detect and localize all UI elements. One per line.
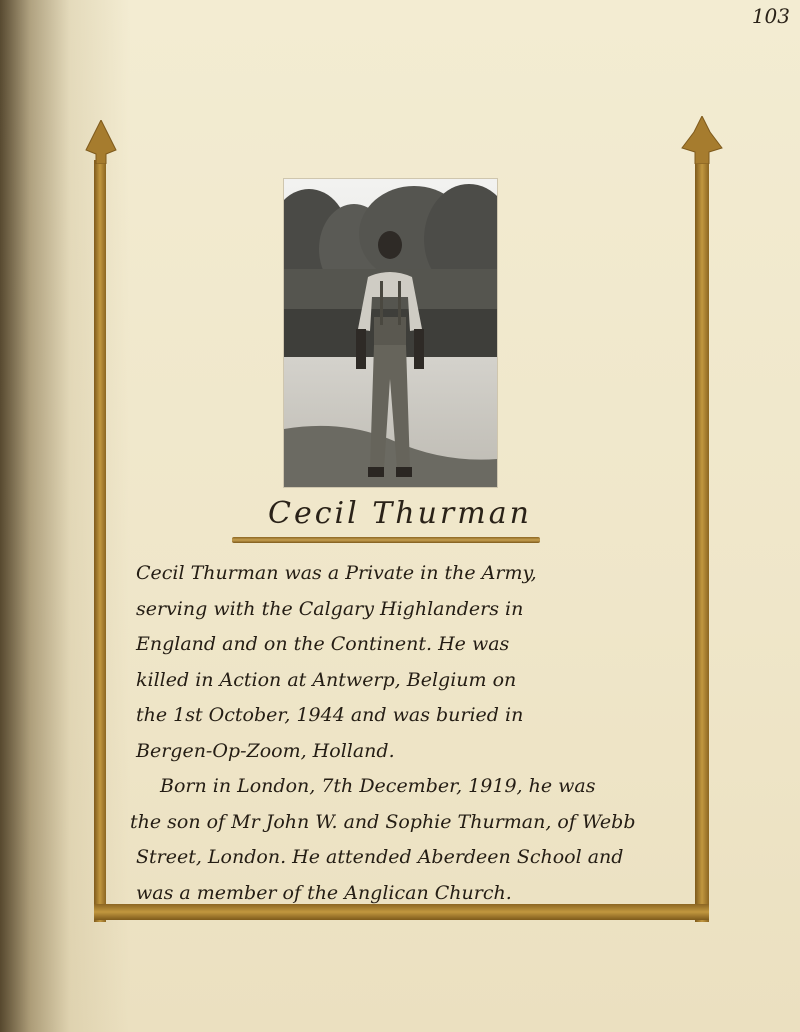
biography-line: killed in Action at Antwerp, Belgium on (136, 668, 517, 691)
biography-line: Bergen-Op-Zoom, Holland. (136, 739, 395, 762)
biography-text (130, 556, 696, 911)
biography-line: was a member of the Anglican Church. (136, 881, 512, 904)
name-heading: Cecil Thurman (268, 496, 532, 531)
page-number: 103 (751, 4, 790, 28)
biography-line: the 1st October, 1944 and was buried in (136, 704, 524, 726)
portrait-photo (283, 178, 498, 488)
frame-finial-right-icon (680, 116, 724, 164)
biography-line: Street, London. He attended Aberdeen School and (136, 846, 624, 868)
frame-finial-left-icon (84, 120, 118, 164)
biography-line: Cecil Thurman was a Private in the Army, (136, 562, 537, 584)
frame-left-border (94, 160, 106, 922)
biography-line: Born in London, 7th December, 1919, he was (160, 775, 596, 797)
frame-right-border (695, 160, 709, 922)
name-heading-underline (232, 537, 540, 543)
biography-line: the son of Mr John W. and Sophie Thurman, of Webb (130, 810, 636, 833)
biography-line: serving with the Calgary Highlanders in (136, 597, 524, 620)
biography-line: England and on the Continent. He was (136, 633, 510, 655)
